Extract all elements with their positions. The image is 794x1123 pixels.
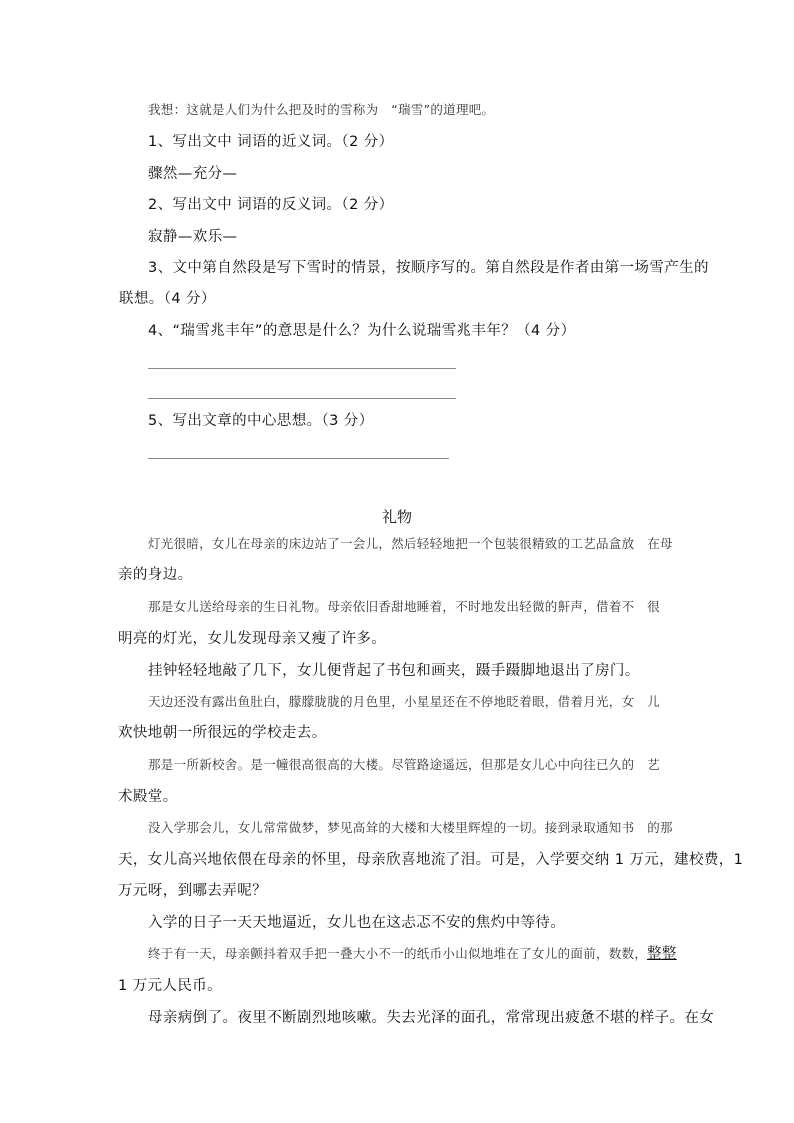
- answer-1: 骤然—充分—: [148, 166, 238, 182]
- answer-line: [148, 458, 449, 459]
- answer-line: [148, 398, 456, 399]
- story-line: 术殿堂。: [118, 789, 178, 805]
- answer-2: 寂静—欢乐—: [148, 229, 238, 245]
- story-line: 挂钟轻轻地敲了几下，女儿便背起了书包和画夹，蹑手蹑脚地退出了房门。: [148, 663, 640, 679]
- intro-note: 我想：这就是人们为什么把及时的雪称为 “瑞雪”的道理吧。: [148, 102, 495, 117]
- answer-line: [148, 368, 456, 369]
- story-line: 1 万元人民币。: [118, 978, 223, 994]
- underlined-word: 整整: [647, 946, 677, 962]
- story-line: 入学的日子一天天地逼近，女儿也在这忐忑不安的焦灼中等待。: [148, 915, 566, 931]
- story-line: 明亮的灯光，女儿发现母亲又瘦了许多。: [118, 631, 387, 647]
- story-line: 那是一所新校舍。是一幢很高很高的大楼。尽管路途遥远，但那是女儿心中向往已久的 艺: [148, 757, 661, 772]
- question-2: 2、写出文中 词语的反义词。（2 分）: [148, 197, 394, 213]
- question-4: 4、“瑞雪兆丰年”的意思是什么？为什么说瑞雪兆丰年？（4 分）: [148, 323, 576, 339]
- question-1: 1、写出文中 词语的近义词。（2 分）: [148, 134, 394, 150]
- question-5: 5、写出文章的中心思想。（3 分）: [148, 413, 374, 429]
- story-line: 灯光很暗，女儿在母亲的床边站了一会儿，然后轻轻地把一个包装很精致的工艺品盒放 在母: [148, 536, 673, 551]
- question-3-continued: 联想。（4 分）: [119, 291, 216, 307]
- story-line: 万元呀，到哪去弄呢？: [118, 883, 267, 899]
- story-line: 天边还没有露出鱼肚白，朦朦胧胧的月色里，小星星还在不停地眨着眼，借着月光，女 儿: [148, 694, 661, 709]
- story-line: 没入学那会儿，女儿常常做梦，梦见高耸的大楼和大楼里辉煌的一切。接到录取通知书 的那: [148, 820, 673, 835]
- story-line: 天，女儿高兴地依偎在母亲的怀里，母亲欣喜地流了泪。可是，入学要交纳 1 万元，建校费，1: [118, 852, 744, 868]
- story-line: 那是女儿送给母亲的生日礼物。母亲依旧香甜地睡着，不时地发出轻微的鼾声，借着不 很: [148, 599, 661, 614]
- story-title: 礼物: [381, 508, 412, 526]
- story-line: 终于有一天，母亲颤抖着双手把一叠大小不一的纸币小山似地堆在了女儿的面前，数数，: [148, 946, 648, 961]
- story-line: 亲的身边。: [118, 567, 193, 583]
- story-line: 母亲病倒了。夜里不断剧烈地咳嗽。失去光泽的面孔，常常现出疲惫不堪的样子。在女: [148, 1010, 715, 1026]
- question-3: 3、文中第自然段是写下雪时的情景，按顺序写的。第自然段是作者由第一场雪产生的: [148, 260, 709, 276]
- story-line: 欢快地朝一所很远的学校走去。: [118, 725, 327, 741]
